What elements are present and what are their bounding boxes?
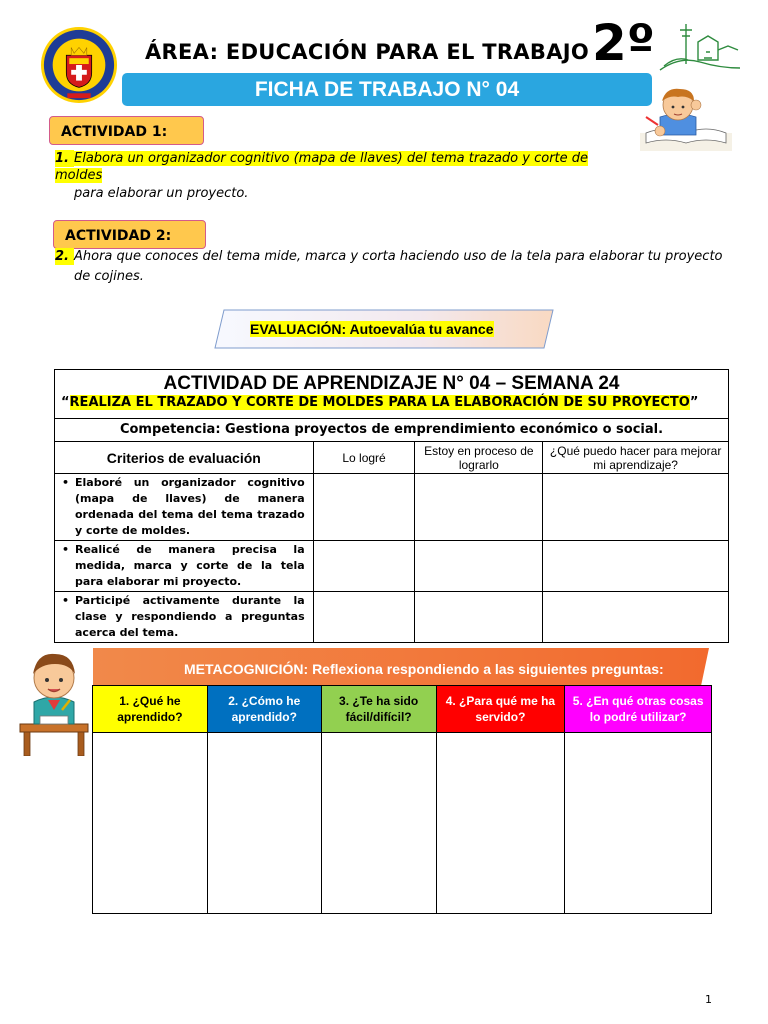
- page-number: 1: [705, 993, 712, 1006]
- checkbox-cell[interactable]: [313, 541, 415, 592]
- checkbox-cell[interactable]: [313, 474, 415, 541]
- question-5: 5. ¿En qué otras cosas lo podré utilizar?: [565, 686, 712, 733]
- evaluation-text: EVALUACIÓN: Autoevalúa tu avance: [250, 321, 494, 337]
- answer-cell[interactable]: [436, 733, 565, 914]
- question-4: 4. ¿Para qué me ha servido?: [436, 686, 565, 733]
- table-row: [55, 541, 729, 592]
- table-subtitle: “REALIZA EL TRAZADO Y CORTE DE MOLDES PARA LA ELABORACIÓN DE SU PROYECTO”: [61, 395, 699, 410]
- criterio-1: • Elaboré un organizador cognitivo (mapa de llaves) de manera ordenada del tema del tema trazado y corte de moldes.: [55, 474, 314, 541]
- activity-1-number: 1.: [55, 150, 74, 167]
- studying-child-illustration: [640, 85, 732, 151]
- activity-2-text-line2: de cojines.: [74, 269, 144, 284]
- checkbox-cell[interactable]: [313, 592, 415, 643]
- answer-cell[interactable]: [543, 592, 729, 643]
- answer-cell[interactable]: [543, 474, 729, 541]
- area-title: ÁREA: EDUCACIÓN PARA EL TRABAJO: [145, 40, 590, 64]
- answer-cell[interactable]: [207, 733, 321, 914]
- checkbox-cell[interactable]: [415, 474, 543, 541]
- activity-1-instruction: [55, 150, 615, 184]
- learning-activity-table: [54, 369, 729, 643]
- table-title: ACTIVIDAD DE APRENDIZAJE N° 04 – SEMANA 24: [163, 373, 620, 394]
- header-en-proceso: Estoy en proceso de lograrlo: [415, 442, 543, 474]
- school-logo: [40, 26, 118, 104]
- criterio-3: • Participé activamente durante la clase y respondiendo a preguntas acerca del tema.: [55, 592, 314, 643]
- metacognition-text: METACOGNICIÓN: Reflexiona respondiendo a las siguientes preguntas:: [184, 661, 664, 677]
- grade-label: 2º: [592, 14, 655, 72]
- checkbox-cell[interactable]: [415, 592, 543, 643]
- question-2: 2. ¿Cómo he aprendido?: [207, 686, 321, 733]
- header-lo-logre: Lo logré: [313, 442, 415, 474]
- table-row: [55, 592, 729, 643]
- header-criterios: Criterios de evaluación: [55, 442, 314, 474]
- activity-2-number: 2.: [55, 248, 74, 265]
- question-3: 3. ¿Te ha sido fácil/difícil?: [321, 686, 436, 733]
- activity-1-text-rest: para elaborar un proyecto.: [74, 186, 249, 201]
- activity-2-text-line1: Ahora que conoces del tema mide, marca y corta haciendo uso de la tela para elaborar tu proyecto: [74, 249, 723, 264]
- competencia: Competencia: Gestiona proyectos de emprendimiento económico o social.: [55, 419, 729, 442]
- table-title-cell: [55, 370, 729, 419]
- answer-cell[interactable]: [93, 733, 208, 914]
- answer-cell[interactable]: [543, 541, 729, 592]
- institution-stamp: [658, 22, 742, 72]
- question-1: 1. ¿Qué he aprendido?: [93, 686, 208, 733]
- activity-2-instruction: [55, 248, 735, 265]
- answer-cell[interactable]: [565, 733, 712, 914]
- checkbox-cell[interactable]: [415, 541, 543, 592]
- answer-cell[interactable]: [321, 733, 436, 914]
- header-mejorar: ¿Qué puedo hacer para mejorar mi aprendizaje?: [543, 442, 729, 474]
- worksheet-title: FICHA DE TRABAJO N° 04: [122, 73, 652, 106]
- table-row: [55, 474, 729, 541]
- activity-2-label: ACTIVIDAD 2:: [53, 220, 206, 249]
- metacognition-table: [92, 685, 712, 914]
- criterio-2: • Realicé de manera precisa la medida, marca y corte de la tela para elaborar mi proyecto.: [55, 541, 314, 592]
- activity-1-label: ACTIVIDAD 1:: [49, 116, 204, 145]
- activity-1-highlighted-text: Elabora un organizador cognitivo (mapa de llaves) del tema trazado y corte de moldes: [55, 151, 589, 183]
- writing-child-illustration: [18, 650, 90, 756]
